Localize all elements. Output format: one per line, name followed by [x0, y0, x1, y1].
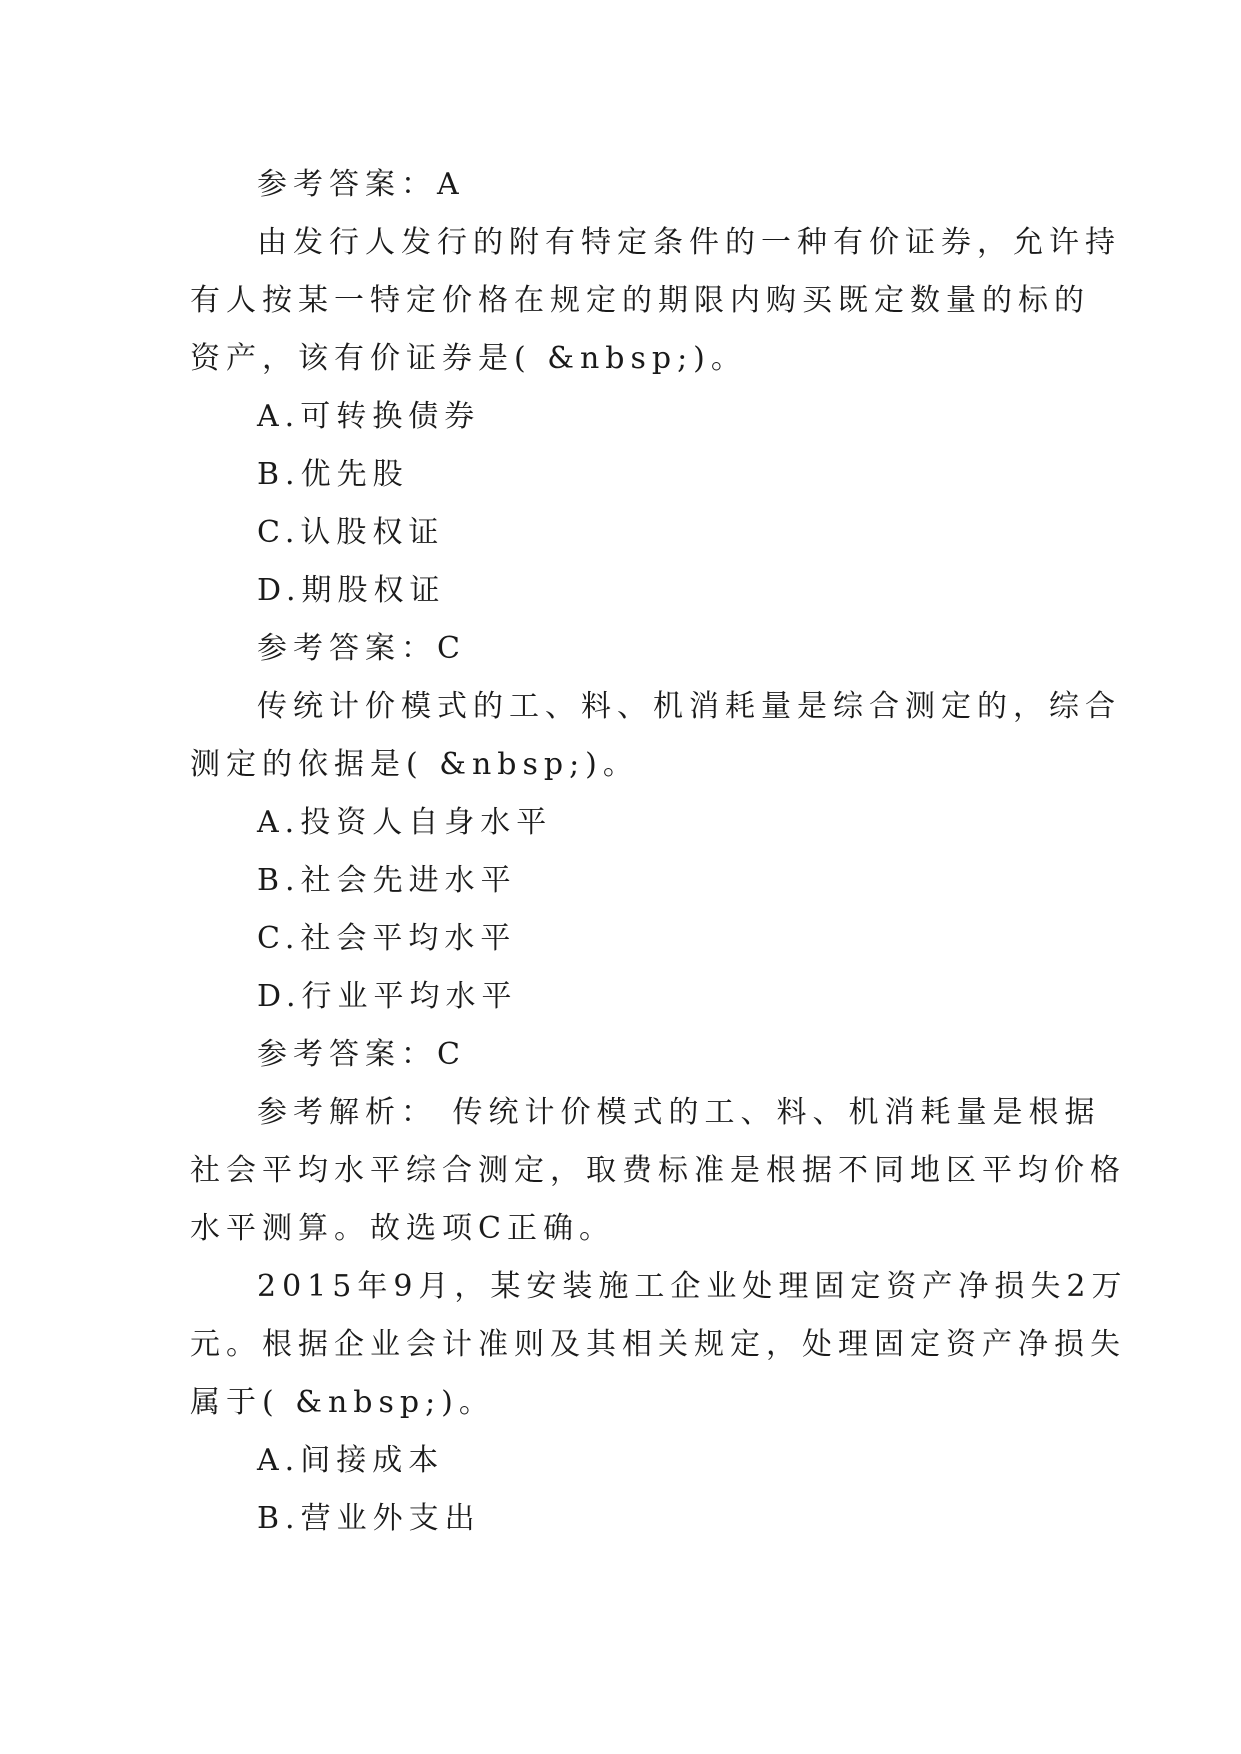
question-line: 元。根据企业会计准则及其相关规定，处理固定资产净损失 [190, 1327, 1126, 1362]
question-line: 属于( &nbsp;)。 [190, 1385, 495, 1420]
option-line: C.社会平均水平 [257, 921, 517, 956]
option-line: C.认股权证 [257, 515, 445, 550]
answer-line: 参考答案：C [257, 1037, 466, 1072]
question-line: 资产，该有价证券是( &nbsp;)。 [190, 341, 747, 376]
option-line: A.间接成本 [257, 1443, 445, 1478]
answer-line: 参考答案：C [257, 631, 466, 666]
option-line: A.可转换债券 [257, 399, 481, 434]
question-line: 测定的依据是( &nbsp;)。 [190, 747, 639, 782]
question-line: 传统计价模式的工、料、机消耗量是综合测定的，综合 [257, 689, 1121, 724]
question-line: 有人按某一特定价格在规定的期限内购买既定数量的标的 [190, 283, 1090, 318]
option-line: A.投资人自身水平 [257, 805, 553, 840]
question-line: 2015年9月，某安装施工企业处理固定资产净损失2万 [257, 1269, 1128, 1304]
explanation-line: 参考解析： 传统计价模式的工、料、机消耗量是根据 [257, 1095, 1101, 1130]
option-line: D.期股权证 [257, 573, 446, 608]
option-line: B.社会先进水平 [257, 863, 517, 898]
explanation-line: 水平测算。故选项C正确。 [190, 1211, 615, 1246]
option-line: B.优先股 [257, 457, 409, 492]
option-line: B.营业外支出 [257, 1501, 481, 1536]
explanation-line: 社会平均水平综合测定，取费标准是根据不同地区平均价格 [190, 1153, 1126, 1188]
question-line: 由发行人发行的附有特定条件的一种有价证券，允许持 [257, 225, 1121, 260]
answer-line: 参考答案：A [257, 167, 465, 202]
option-line: D.行业平均水平 [257, 979, 518, 1014]
